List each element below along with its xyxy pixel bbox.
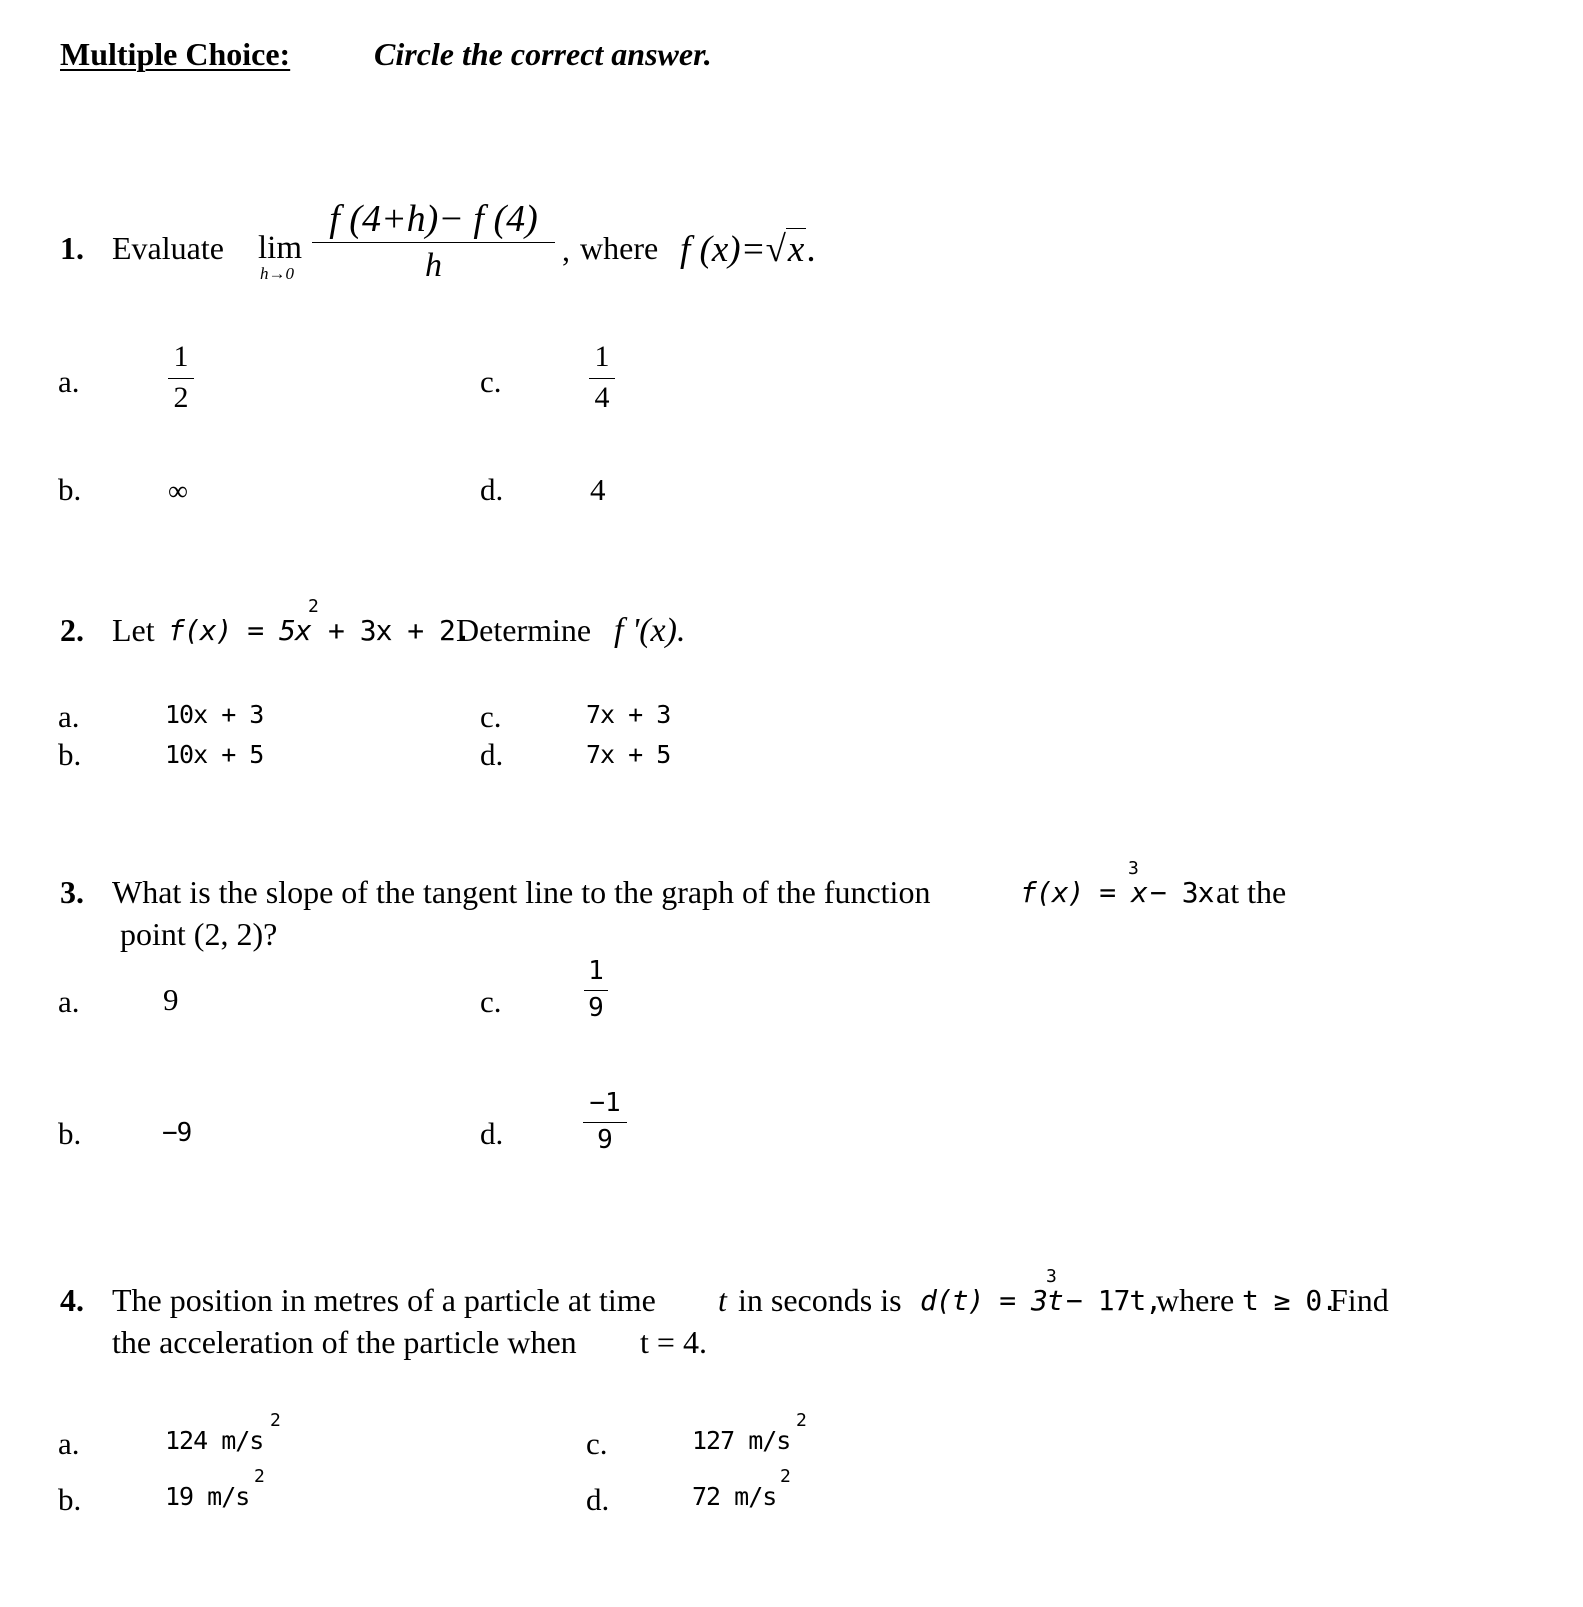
option-d-value[interactable]: 72 m/s — [692, 1482, 777, 1511]
fraction-denominator: 9 — [588, 993, 604, 1023]
option-a-label[interactable]: a. — [58, 984, 80, 1019]
fraction-denominator: 2 — [173, 381, 189, 414]
question-text-line-2: point (2, 2)? — [120, 916, 278, 952]
fraction-numerator: 1 — [173, 340, 189, 373]
fraction-bar — [168, 378, 194, 379]
option-c-label[interactable]: c. — [586, 1426, 608, 1461]
exponent: 3 — [1128, 858, 1139, 879]
fraction-numerator: 1 — [594, 340, 610, 373]
option-b-value[interactable]: −9 — [162, 1118, 192, 1148]
fraction-bar — [583, 1122, 627, 1123]
function-expression: f(x) = x — [1020, 876, 1147, 909]
limit-operator: lim — [258, 230, 303, 266]
option-d-label[interactable]: d. — [586, 1482, 610, 1517]
option-a-value[interactable]: 10x + 3 — [165, 700, 264, 729]
option-c-label[interactable]: c. — [480, 984, 502, 1019]
option-d-value[interactable]: 4 — [590, 472, 606, 507]
question-number: 4. — [60, 1282, 84, 1318]
radicand: x — [787, 229, 805, 270]
option-b-label[interactable]: b. — [58, 737, 82, 772]
fraction-bar — [584, 990, 608, 991]
question-number: 3. — [60, 874, 84, 910]
question-number: 2. — [60, 612, 84, 648]
option-c-value[interactable] — [589, 342, 615, 413]
section-title: Multiple Choice: — [60, 36, 291, 72]
option-b-label[interactable]: b. — [58, 1116, 82, 1151]
find-text: Find — [1330, 1282, 1389, 1318]
option-d-label[interactable]: d. — [480, 1116, 504, 1151]
question-number: 1. — [60, 230, 84, 266]
option-a-label[interactable]: a. — [58, 699, 80, 734]
option-a-label[interactable]: a. — [58, 364, 80, 399]
fraction-denominator: 4 — [594, 381, 610, 414]
option-a-value[interactable]: 124 m/s — [165, 1426, 264, 1455]
where-text: where — [1156, 1282, 1235, 1318]
option-b-value[interactable]: 19 m/s — [165, 1482, 250, 1511]
period: . — [806, 229, 816, 270]
option-c-value[interactable] — [584, 958, 608, 1021]
expression-rest: + 3x + 2. — [328, 614, 471, 647]
question-text-post: Determine — [456, 612, 592, 648]
question-text-line-2: the acceleration of the particle when — [112, 1324, 577, 1360]
fraction-denominator: 9 — [597, 1125, 613, 1155]
question-lead: Evaluate — [112, 230, 224, 266]
option-b-label[interactable]: b. — [58, 1482, 82, 1517]
option-c-label[interactable]: c. — [480, 364, 502, 399]
comma: , — [562, 232, 570, 268]
option-d-value[interactable] — [583, 1090, 627, 1153]
expression-rest: − 17t, — [1066, 1284, 1162, 1317]
fraction-numerator: 1 — [588, 956, 604, 986]
difference-quotient — [312, 200, 555, 283]
question-text-line-1-end: at the — [1216, 874, 1287, 910]
option-d-exponent: 2 — [780, 1466, 791, 1487]
option-a-label[interactable]: a. — [58, 1426, 80, 1461]
question-text-line-1: What is the slope of the tangent line to the graph of the function — [112, 874, 931, 910]
exponent: 2 — [308, 596, 319, 617]
option-d-value[interactable]: 7x + 5 — [586, 740, 671, 769]
option-a-value[interactable]: 9 — [163, 982, 179, 1017]
option-c-value[interactable]: 127 m/s — [692, 1426, 791, 1455]
question-text-pre: Let — [112, 612, 155, 648]
option-b-label[interactable]: b. — [58, 472, 82, 507]
square-root: √x — [765, 229, 805, 270]
option-d-label[interactable]: d. — [480, 737, 504, 772]
quotient-numerator: f (4+h)− f (4) — [329, 198, 538, 240]
exponent: 3 — [1046, 1266, 1057, 1287]
expression-rest: − 3x — [1150, 876, 1214, 909]
function-lhs: f (x)= — [680, 229, 766, 270]
position-function: d(t) = 3t — [920, 1284, 1063, 1317]
option-a-exponent: 2 — [270, 1410, 281, 1431]
option-d-label[interactable]: d. — [480, 472, 504, 507]
question-text-line-1: The position in metres of a particle at time — [112, 1282, 656, 1318]
option-c-exponent: 2 — [796, 1410, 807, 1431]
option-b-exponent: 2 — [254, 1466, 265, 1487]
quotient-denominator: h — [425, 247, 442, 284]
limit-subscript: h→0 — [260, 264, 294, 283]
fraction-numerator: −1 — [589, 1088, 621, 1118]
time-value: t = 4. — [640, 1324, 707, 1360]
option-c-value[interactable]: 7x + 3 — [586, 700, 671, 729]
time-variable: t — [718, 1282, 727, 1318]
where-text: where — [580, 230, 659, 266]
question-text-line-1-mid: in seconds is — [738, 1282, 902, 1318]
derivative-notation: f '(x). — [614, 612, 686, 649]
time-condition: t ≥ 0. — [1242, 1284, 1338, 1317]
option-a-value[interactable] — [168, 342, 194, 413]
option-c-label[interactable]: c. — [480, 699, 502, 734]
option-b-value[interactable]: ∞ — [168, 476, 188, 507]
fraction-bar — [312, 242, 555, 243]
option-b-value[interactable]: 10x + 5 — [165, 740, 264, 769]
fraction-bar — [589, 378, 615, 379]
function-expression: f(x) = 5x — [168, 614, 311, 647]
function-definition — [680, 228, 816, 271]
instruction-text: Circle the correct answer. — [374, 36, 712, 72]
